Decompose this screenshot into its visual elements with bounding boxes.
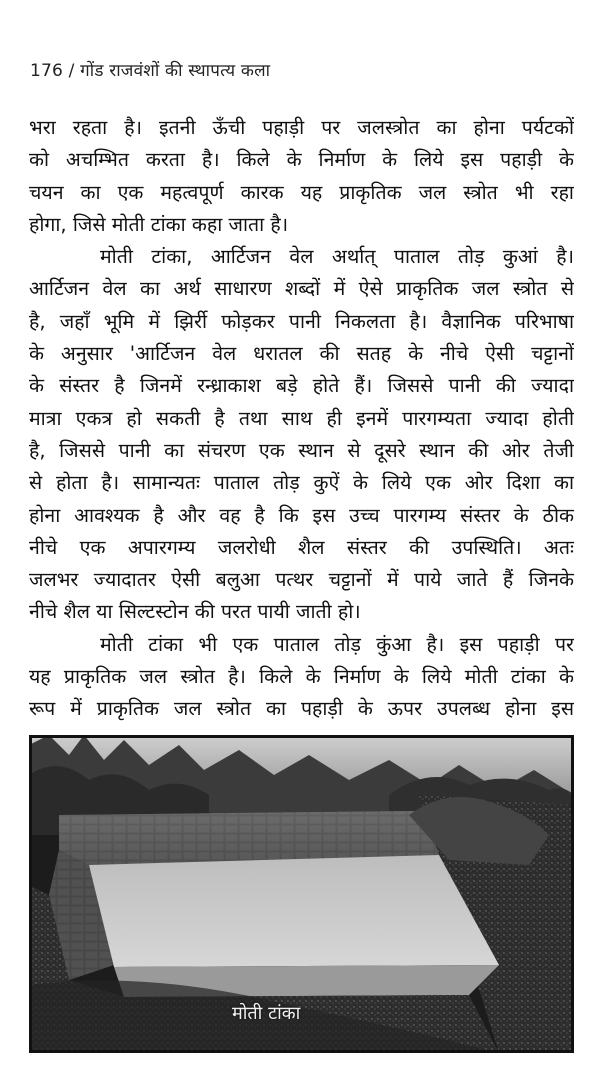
text-line: है, जिससे पानी का संचरण एक स्थान से दूसरे स्थान की ओर तेजी — [29, 438, 574, 462]
text-line: को अचम्भित करता है। किले के निर्माण के लिये इस पहाड़ी के — [29, 148, 574, 172]
paragraph-start-line: मोती टांका, आर्टिजन वेल अर्थात् पाताल तोड़ कुआं है। — [100, 245, 574, 269]
text-line: यह प्राकृतिक जल स्त्रोत है। किले के निर्माण के लिये मोती टांका के — [29, 665, 574, 689]
text-line: नीचे एक अपारगम्य जलरोधी शैल संस्तर की उपस्थिति। अतः — [29, 535, 574, 559]
photo-caption: मोती टांका — [232, 1003, 301, 1024]
text-line: चयन का एक महत्वपूर्ण कारक यह प्राकृतिक जल स्त्रोत भी रहा — [29, 180, 574, 204]
body-text — [29, 112, 574, 726]
text-line: होना आवश्यक है और वह है कि इस उच्च पारगम्य संस्तर के ठीक — [29, 503, 574, 527]
text-line: आर्टिजन वेल का अर्थ साधारण शब्दों में ऐसे प्राकृतिक जल स्त्रोत से — [29, 277, 574, 301]
text-line: भरा रहता है। इतनी ऊँची पहाड़ी पर जलस्त्रोत का होना पर्यटकों — [29, 116, 574, 139]
text-line: से होता है। सामान्यतः पाताल तोड़ कुऐं के लिये एक ओर दिशा का — [29, 471, 574, 495]
photo-illustration — [29, 735, 574, 1053]
text-line: जलभर ज्यादातर ऐसी बलुआ पत्थर चट्टानों में पाये जाते हैं जिनके — [29, 568, 574, 592]
text-line: होगा, जिसे मोती टांका कहा जाता है। — [29, 212, 289, 236]
text-line: मात्रा एकत्र हो सकती है तथा साथ ही इनमें पारगम्यता ज्यादा होती — [29, 406, 574, 430]
text-line: है, जहाँ भूमि में झिर्री फोड़कर पानी निकलता है। वैज्ञानिक परिभाषा — [29, 309, 574, 333]
text-line: नीचे शैल या सिल्टस्टोन की परत पायी जाती हो। — [29, 600, 361, 624]
photo-moti-tanka — [29, 735, 574, 1053]
text-line: रूप में प्राकृतिक जल स्त्रोत का पहाड़ी के ऊपर उपलब्ध होना इस — [29, 697, 574, 721]
text-line: के संस्तर है जिनमें रन्ध्राकाश बड़े होते हैं। जिससे पानी की ज्यादा — [29, 374, 574, 398]
running-head: 176 / गोंड राजवंशों की स्थापत्य कला — [30, 61, 271, 81]
paragraph-start-line: मोती टांका भी एक पाताल तोड़ कुंआ है। इस पहाड़ी पर — [100, 632, 574, 656]
text-line: के अनुसार 'आर्टिजन वेल धरातल की सतह के नीचे ऐसी चट्टानों — [29, 342, 574, 366]
